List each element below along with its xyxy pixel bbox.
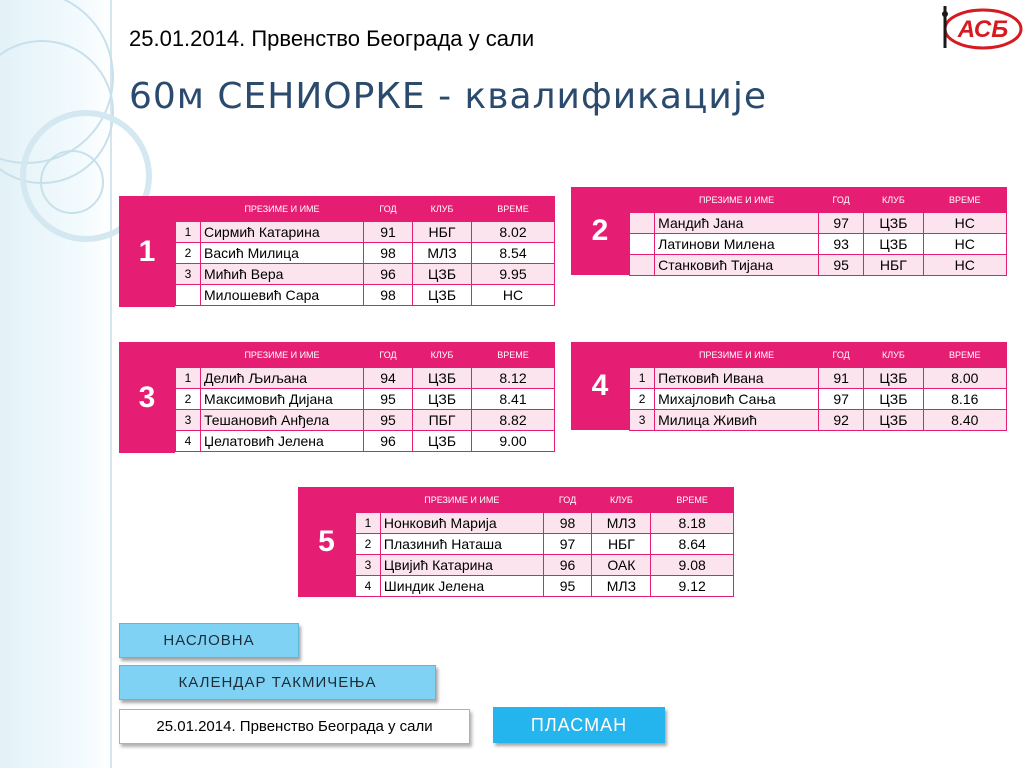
row-no: 4 bbox=[356, 576, 381, 597]
table-row bbox=[176, 264, 555, 285]
athlete-name: Милошевић Сара bbox=[201, 285, 364, 306]
group-number: 4 bbox=[571, 342, 629, 430]
club: ПБГ bbox=[413, 410, 472, 431]
col-year: ГОД bbox=[364, 197, 413, 222]
result-time: 8.54 bbox=[472, 243, 555, 264]
club: НБГ bbox=[864, 255, 923, 276]
row-no: 1 bbox=[176, 368, 201, 389]
athlete-name: Мандић Јана bbox=[655, 213, 819, 234]
result-time: 8.40 bbox=[923, 410, 1006, 431]
col-time: ВРЕМЕ bbox=[923, 343, 1006, 368]
birth-year: 97 bbox=[818, 389, 863, 410]
result-time: НС bbox=[923, 234, 1006, 255]
result-time: 9.08 bbox=[651, 555, 734, 576]
athlete-name: Шиндик Јелена bbox=[380, 576, 543, 597]
result-time: 9.12 bbox=[651, 576, 734, 597]
row-no bbox=[630, 255, 655, 276]
athlete-name: Васић Милица bbox=[201, 243, 364, 264]
club: ЦЗБ bbox=[413, 389, 472, 410]
club: ЦЗБ bbox=[413, 431, 472, 452]
birth-year: 96 bbox=[364, 264, 413, 285]
logo-text: АСБ bbox=[957, 16, 1009, 43]
birth-year: 97 bbox=[543, 534, 592, 555]
birth-year: 98 bbox=[364, 243, 413, 264]
col-name: ПРЕЗИМЕ И ИМЕ bbox=[655, 188, 819, 213]
group-number: 2 bbox=[571, 187, 629, 275]
calendar-button[interactable]: КАЛЕНДАР ТАКМИЧЕЊА bbox=[119, 665, 436, 700]
col-time: ВРЕМЕ bbox=[472, 343, 555, 368]
table-row bbox=[630, 368, 1007, 389]
group-5 bbox=[298, 487, 734, 597]
athlete-name: Мићић Вера bbox=[201, 264, 364, 285]
club: ЦЗБ bbox=[864, 410, 923, 431]
club: ЦЗБ bbox=[864, 368, 923, 389]
col-club: КЛУБ bbox=[592, 488, 651, 513]
club: ЦЗБ bbox=[864, 389, 923, 410]
athlete-name: Петковић Ивана bbox=[655, 368, 819, 389]
athlete-name: Цвијић Катарина bbox=[380, 555, 543, 576]
table-header bbox=[356, 488, 734, 513]
col-time: ВРЕМЕ bbox=[923, 188, 1006, 213]
result-time: 8.64 bbox=[651, 534, 734, 555]
row-no: 2 bbox=[176, 243, 201, 264]
event-link-button[interactable]: 25.01.2014. Првенство Београда у сали bbox=[119, 709, 470, 744]
athlete-name: Тешановић Анђела bbox=[201, 410, 364, 431]
result-time: 8.41 bbox=[472, 389, 555, 410]
row-no: 1 bbox=[356, 513, 381, 534]
results-table bbox=[629, 342, 1007, 431]
row-no: 3 bbox=[176, 264, 201, 285]
result-time: 8.12 bbox=[472, 368, 555, 389]
birth-year: 95 bbox=[543, 576, 592, 597]
table-row bbox=[176, 389, 555, 410]
table-row bbox=[630, 255, 1007, 276]
row-no: 1 bbox=[176, 222, 201, 243]
birth-year: 91 bbox=[364, 222, 413, 243]
club: НБГ bbox=[592, 534, 651, 555]
birth-year: 96 bbox=[543, 555, 592, 576]
col-club: КЛУБ bbox=[413, 197, 472, 222]
row-no bbox=[630, 234, 655, 255]
table-row bbox=[356, 513, 734, 534]
birth-year: 95 bbox=[364, 410, 413, 431]
athlete-name: Латинови Милена bbox=[655, 234, 819, 255]
results-table bbox=[175, 196, 555, 306]
birth-year: 97 bbox=[818, 213, 863, 234]
col-year: ГОД bbox=[543, 488, 592, 513]
club: ЦЗБ bbox=[413, 285, 472, 306]
athlete-name: Џелатовић Јелена bbox=[201, 431, 364, 452]
col-year: ГОД bbox=[818, 343, 863, 368]
page-title: 60м СЕНИОРКЕ - квалификације bbox=[129, 76, 767, 117]
result-time: НС bbox=[923, 213, 1006, 234]
result-time: 8.02 bbox=[472, 222, 555, 243]
table-row bbox=[630, 213, 1007, 234]
col-time: ВРЕМЕ bbox=[472, 197, 555, 222]
birth-year: 95 bbox=[364, 389, 413, 410]
athlete-name: Нонковић Марија bbox=[380, 513, 543, 534]
table-row bbox=[630, 234, 1007, 255]
row-no: 2 bbox=[630, 389, 655, 410]
group-number: 5 bbox=[298, 487, 355, 597]
col-club: КЛУБ bbox=[864, 343, 923, 368]
col-name: ПРЕЗИМЕ И ИМЕ bbox=[655, 343, 819, 368]
athlete-name: Максимовић Дијана bbox=[201, 389, 364, 410]
event-date-title: 25.01.2014. Првенство Београда у сали bbox=[129, 26, 535, 51]
result-time: 8.82 bbox=[472, 410, 555, 431]
club: МЛЗ bbox=[592, 513, 651, 534]
row-no: 4 bbox=[176, 431, 201, 452]
table-row bbox=[176, 431, 555, 452]
result-time: 8.00 bbox=[923, 368, 1006, 389]
row-no: 2 bbox=[356, 534, 381, 555]
athlete-name: Плазинић Наташа bbox=[380, 534, 543, 555]
result-time: 9.95 bbox=[472, 264, 555, 285]
results-table bbox=[175, 342, 555, 452]
club: ЦЗБ bbox=[413, 368, 472, 389]
table-row bbox=[356, 555, 734, 576]
col-year: ГОД bbox=[364, 343, 413, 368]
birth-year: 91 bbox=[818, 368, 863, 389]
group-4 bbox=[571, 342, 1007, 430]
birth-year: 94 bbox=[364, 368, 413, 389]
table-header bbox=[630, 188, 1007, 213]
group-2 bbox=[571, 187, 1007, 275]
club: НБГ bbox=[413, 222, 472, 243]
col-time: ВРЕМЕ bbox=[651, 488, 734, 513]
row-no: 3 bbox=[356, 555, 381, 576]
ranking-button[interactable]: ПЛАСМАН bbox=[493, 707, 665, 743]
athlete-name: Милица Живић bbox=[655, 410, 819, 431]
row-no: 3 bbox=[630, 410, 655, 431]
club: ЦЗБ bbox=[864, 213, 923, 234]
birth-year: 98 bbox=[364, 285, 413, 306]
birth-year: 92 bbox=[818, 410, 863, 431]
table-row bbox=[176, 243, 555, 264]
group-number: 1 bbox=[119, 196, 175, 307]
athlete-name: Станковић Тијана bbox=[655, 255, 819, 276]
table-row bbox=[176, 285, 555, 306]
table-row bbox=[356, 576, 734, 597]
result-time: НС bbox=[472, 285, 555, 306]
row-no: 2 bbox=[176, 389, 201, 410]
group-number: 3 bbox=[119, 342, 175, 453]
row-no: 1 bbox=[630, 368, 655, 389]
col-club: КЛУБ bbox=[864, 188, 923, 213]
table-row bbox=[356, 534, 734, 555]
home-button[interactable]: НАСЛОВНА bbox=[119, 623, 299, 658]
result-time: 9.00 bbox=[472, 431, 555, 452]
col-club: КЛУБ bbox=[413, 343, 472, 368]
athlete-name: Сирмић Катарина bbox=[201, 222, 364, 243]
group-3 bbox=[119, 342, 555, 453]
athlete-name: Делић Љиљана bbox=[201, 368, 364, 389]
club: МЛЗ bbox=[413, 243, 472, 264]
table-row bbox=[630, 410, 1007, 431]
club: ЦЗБ bbox=[864, 234, 923, 255]
decorative-circle bbox=[40, 150, 104, 214]
group-1 bbox=[119, 196, 555, 307]
table-header bbox=[176, 343, 555, 368]
table-row bbox=[176, 222, 555, 243]
club: ЦЗБ bbox=[413, 264, 472, 285]
asb-logo bbox=[935, 2, 1023, 52]
row-no: 3 bbox=[176, 410, 201, 431]
table-row bbox=[630, 389, 1007, 410]
col-name: ПРЕЗИМЕ И ИМЕ bbox=[201, 343, 364, 368]
club: ОАК bbox=[592, 555, 651, 576]
row-no bbox=[630, 213, 655, 234]
club: МЛЗ bbox=[592, 576, 651, 597]
results-table bbox=[629, 187, 1007, 276]
birth-year: 95 bbox=[818, 255, 863, 276]
row-no bbox=[176, 285, 201, 306]
birth-year: 96 bbox=[364, 431, 413, 452]
table-row bbox=[176, 410, 555, 431]
col-year: ГОД bbox=[818, 188, 863, 213]
table-header bbox=[176, 197, 555, 222]
results-table bbox=[355, 487, 734, 597]
birth-year: 98 bbox=[543, 513, 592, 534]
athlete-name: Михајловић Сања bbox=[655, 389, 819, 410]
result-time: 8.18 bbox=[651, 513, 734, 534]
table-row bbox=[176, 368, 555, 389]
result-time: 8.16 bbox=[923, 389, 1006, 410]
table-header bbox=[630, 343, 1007, 368]
col-name: ПРЕЗИМЕ И ИМЕ bbox=[380, 488, 543, 513]
result-time: НС bbox=[923, 255, 1006, 276]
col-name: ПРЕЗИМЕ И ИМЕ bbox=[201, 197, 364, 222]
birth-year: 93 bbox=[818, 234, 863, 255]
